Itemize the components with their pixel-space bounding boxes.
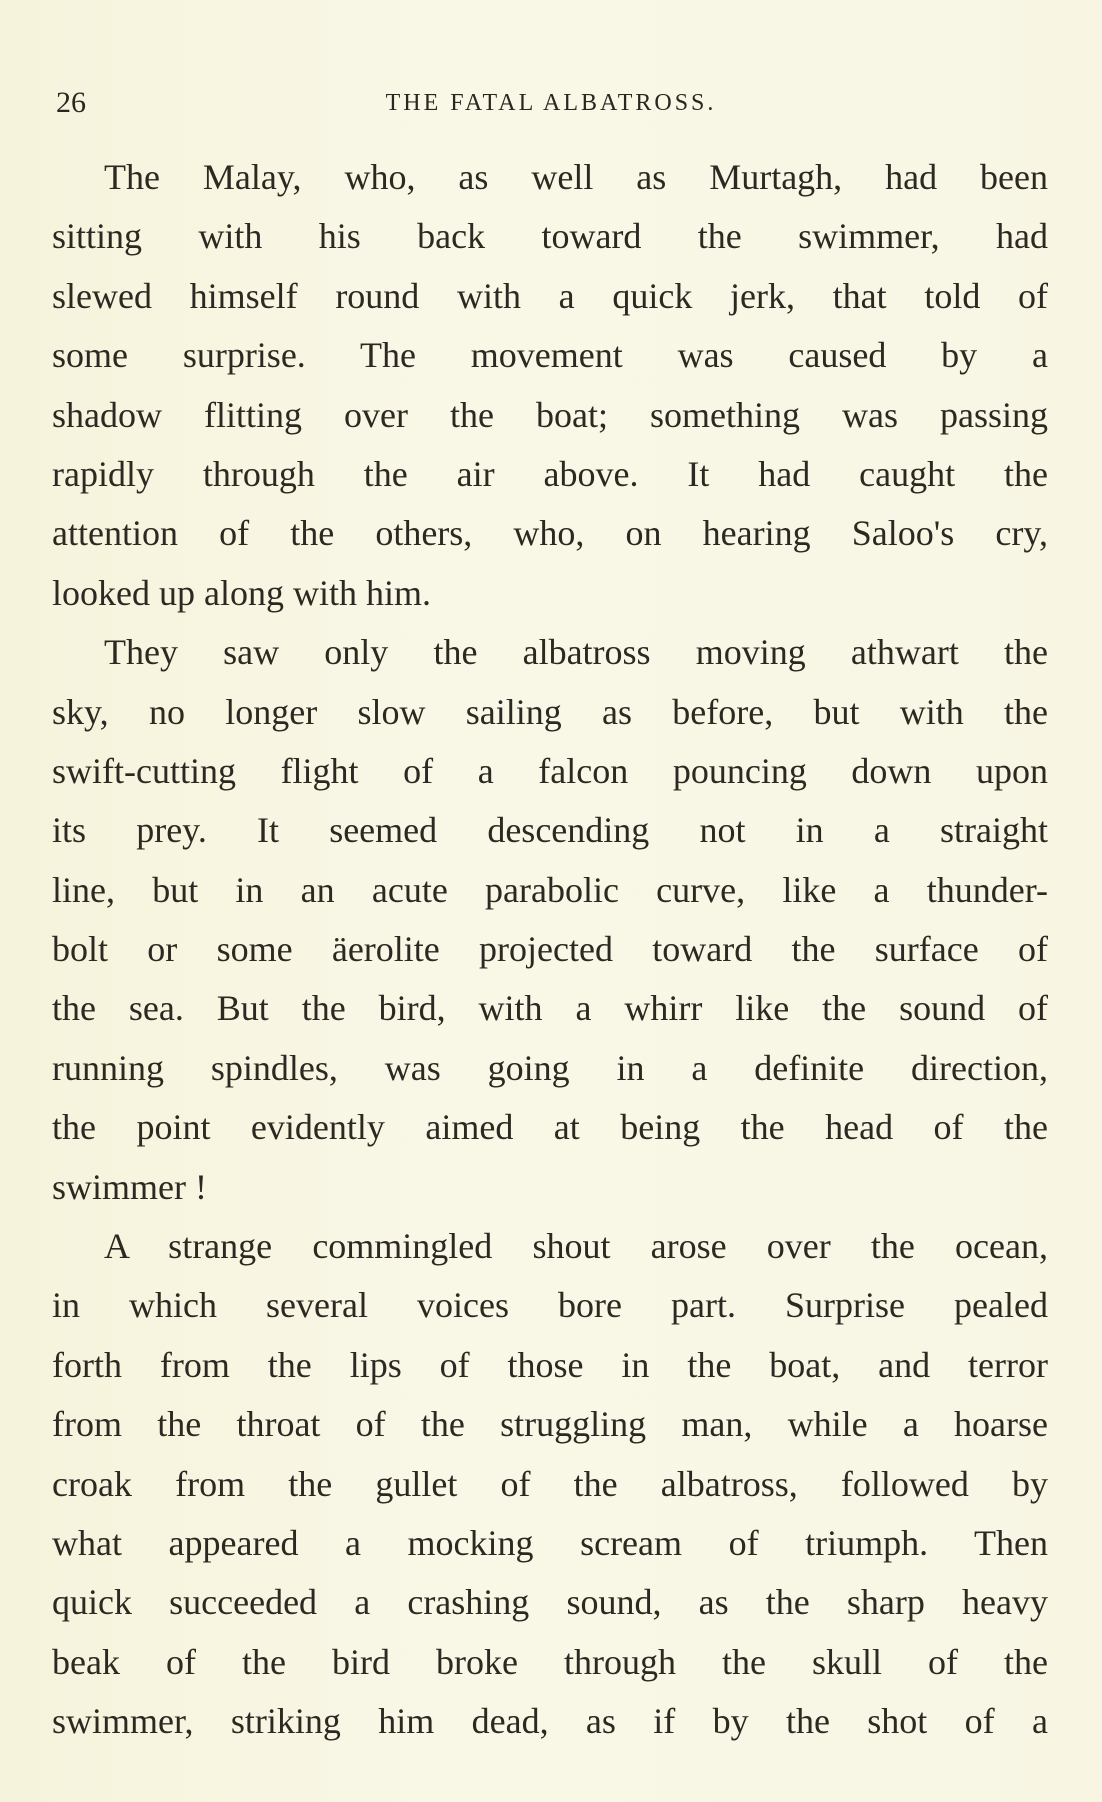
text-line: swimmer, striking him dead, as if by the shot of a <box>52 1701 1048 1742</box>
text-line: quick succeeded a crashing sound, as the sharp heavy <box>52 1582 1048 1623</box>
running-head <box>56 86 1046 126</box>
text-line: A strange commingled shout arose over the ocean, <box>104 1226 1048 1267</box>
text-line: rapidly through the air above. It had caught the <box>52 453 1048 494</box>
text-line: bolt or some äerolite projected toward the surface of <box>52 929 1048 970</box>
text-line: line, but in an acute parabolic curve, like a thunder- <box>52 869 1048 910</box>
text-line: croak from the gullet of the albatross, followed by <box>52 1463 1048 1504</box>
text-line: sitting with his back toward the swimmer, had <box>52 216 1048 257</box>
text-line: slewed himself round with a quick jerk, that told of <box>52 275 1048 316</box>
paragraph-1 <box>52 148 1048 623</box>
paragraph-3 <box>52 1217 1048 1752</box>
text-line: sky, no longer slow sailing as before, but with the <box>52 691 1048 732</box>
text-line: its prey. It seemed descending not in a straight <box>52 810 1048 851</box>
text-line: forth from the lips of those in the boat, and terror <box>52 1344 1048 1385</box>
text-line: They saw only the albatross moving athwart the <box>104 632 1048 673</box>
body-text <box>52 148 1048 1752</box>
text-line: looked up along with him. <box>52 572 431 613</box>
text-line: from the throat of the struggling man, while a hoarse <box>52 1404 1048 1445</box>
text-line: swimmer ! <box>52 1166 207 1207</box>
paragraph-2 <box>52 623 1048 1217</box>
text-line: the point evidently aimed at being the head of the <box>52 1107 1048 1148</box>
text-line: in which several voices bore part. Surprise pealed <box>52 1285 1048 1326</box>
text-line: shadow flitting over the boat; something was passing <box>52 394 1048 435</box>
text-line: beak of the bird broke through the skull of the <box>52 1641 1048 1682</box>
page-number: 26 <box>56 86 86 119</box>
text-line: The Malay, who, as well as Murtagh, had been <box>104 157 1048 197</box>
text-line: some surprise. The movement was caused by a <box>52 335 1048 376</box>
text-line: running spindles, was going in a definite direction, <box>52 1047 1048 1088</box>
text-line: the sea. But the bird, with a whirr like the sound of <box>52 988 1048 1029</box>
text-line: swift-cutting flight of a falcon pouncing down upon <box>52 750 1048 791</box>
running-title: THE FATAL ALBATROSS. <box>385 90 717 116</box>
text-line: attention of the others, who, on hearing Saloo's cry, <box>52 513 1048 554</box>
text-line: what appeared a mocking scream of triumph. Then <box>52 1522 1048 1563</box>
